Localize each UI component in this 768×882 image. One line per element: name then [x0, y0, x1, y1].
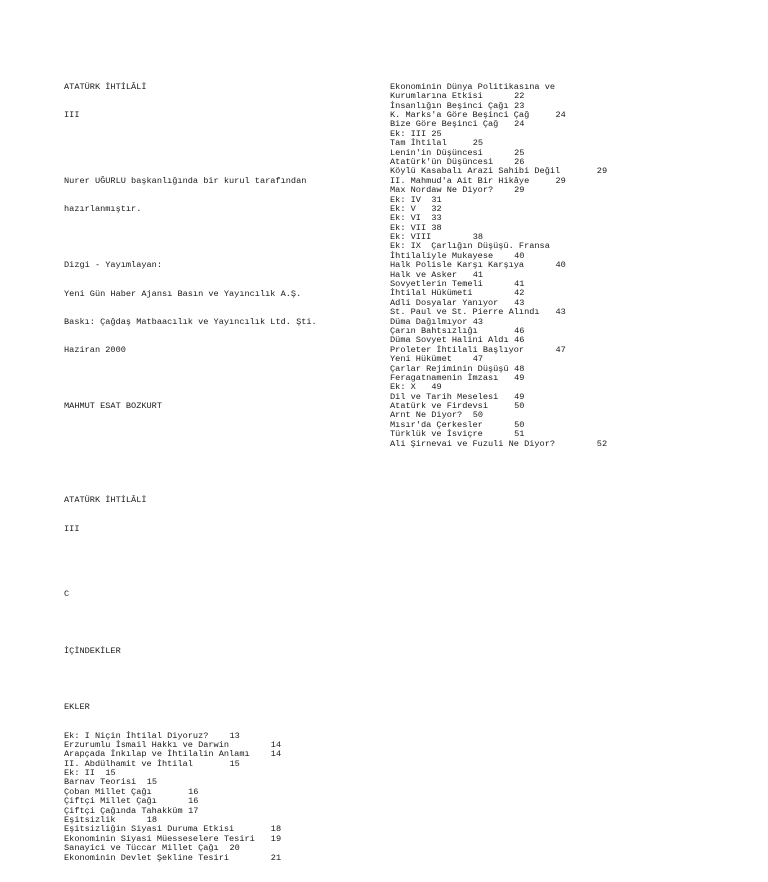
toc-entry-title: Erzurumlu İsmail Hakkı ve Darwin	[64, 739, 230, 750]
right-toc-list	[390, 83, 607, 449]
toc-entry-title: Çiftçi Millet Çağı	[64, 796, 157, 807]
contents-heading: İÇİNDEKİLER	[64, 645, 121, 656]
toc-entry-page: 43	[514, 297, 525, 308]
toc-entry-page: 23	[514, 100, 525, 111]
toc-entry-page: 42	[514, 288, 525, 299]
toc-entry-page: 49	[514, 372, 525, 383]
toc-entry-title: Çarın Bahtsızlığı	[390, 325, 478, 336]
toc-entry-title: Ek: VII	[390, 222, 427, 233]
toc-entry-title: Eşitsizlik	[64, 815, 116, 826]
toc-entry-page: 50	[514, 401, 525, 412]
toc-entry-title: Ek: III	[390, 128, 427, 139]
toc-entry-title: Ek: X	[390, 382, 416, 393]
toc-entry	[64, 816, 317, 825]
toc-entry-page: 14	[270, 739, 282, 750]
publisher-line-3: Baskı: Çağdaş Matbaacılık ve Yayıncılık Ltd. Şti.	[64, 316, 317, 327]
toc-entry-page: 13	[229, 730, 240, 741]
toc-entry-title: Kurumlarına Etkisi	[390, 91, 483, 102]
toc-entry-page: 47	[555, 344, 566, 355]
toc-entry-title: Bize Göre Beşinci Çağ	[390, 119, 499, 130]
toc-entry	[64, 788, 317, 797]
toc-entry-page: 29	[596, 166, 608, 177]
toc-entry-page: 15	[146, 777, 158, 788]
toc-entry-title: İnsanlığın Beşinci Çağı	[390, 100, 509, 111]
toc-entry-page: 14	[270, 749, 282, 760]
toc-entry-title: Mısır'da Çerkesler	[390, 419, 483, 430]
toc-entry-title: İhtilaliyle Mukayese	[390, 250, 494, 261]
publisher-line-2: Yeni Gün Haber Ajansı Basın ve Yayıncılık A.Ş.	[64, 288, 302, 299]
toc-entry-title: Düma Sovyet Halini Aldı	[390, 335, 509, 346]
toc-entry-title: Sanayici ve Tüccar Millet Çağı	[64, 843, 219, 854]
toc-entry-page: 29	[555, 175, 566, 186]
toc-entry-title: Arnt Ne Diyor?	[390, 410, 463, 421]
toc-entry-title: Ek: I Niçin İhtilal Diyoruz?	[64, 730, 209, 741]
toc-entry-title: Max Nordaw Ne Diyor?	[390, 185, 494, 196]
toc-entry	[64, 807, 317, 816]
toc-entry-page: 47	[472, 354, 484, 365]
toc-entry-title: Adli Dosyalar Yanıyor	[390, 297, 499, 308]
toc-entry-title: Ek: IV	[390, 194, 421, 205]
toc-entry-title: Ek: VIII	[390, 232, 432, 243]
toc-entry-title: Çiftçi Çağında Tahakküm	[64, 805, 183, 816]
right-column	[390, 64, 607, 468]
toc-entry-page: 18	[270, 824, 282, 835]
toc-entry-title: Köylü Kasabalı Arazi Sahibi Değil	[390, 166, 561, 177]
toc-entry-page: 49	[431, 382, 442, 393]
volume-number-repeat: III	[64, 523, 80, 534]
toc-entry-page: 50	[472, 410, 484, 421]
toc-entry-page: 33	[431, 213, 442, 224]
toc-entry	[64, 778, 317, 787]
toc-entry	[64, 835, 317, 844]
toc-entry-page: 26	[514, 156, 525, 167]
toc-entry-page: 43	[472, 316, 484, 327]
toc-entry-title: Ekonominin Siyasi Müesseselere Tesiri	[64, 833, 255, 844]
toc-entry-title: II. Abdülhamit ve İhtilal	[64, 758, 193, 769]
toc-entry-page: 49	[514, 391, 525, 402]
toc-entry-title: Ek: VI	[390, 213, 421, 224]
toc-entry-page: 41	[514, 279, 525, 290]
left-toc-list	[64, 732, 317, 863]
section-letter: C	[64, 589, 70, 600]
toc-entry-title: Eşitsizliğin Siyasi Duruma Etkisi	[64, 824, 235, 835]
toc-entry-title: Çarlar Rejiminin Düşüşü	[390, 363, 509, 374]
toc-entry-page: 38	[431, 222, 442, 233]
left-column	[64, 64, 317, 882]
toc-entry-page: 48	[514, 363, 525, 374]
toc-entry-page: 21	[270, 852, 282, 863]
toc-entry	[390, 205, 607, 214]
toc-entry	[390, 186, 607, 195]
toc-entry-page: 24	[555, 109, 566, 120]
author-name: MAHMUT ESAT BOZKURT	[64, 401, 162, 412]
toc-entry	[64, 844, 317, 853]
toc-entry	[64, 732, 317, 741]
volume-number: III	[64, 110, 80, 121]
toc-entry-page: 16	[188, 786, 199, 797]
toc-entry-page: 46	[514, 325, 525, 336]
toc-entry-title: Atatürk'ün Düşüncesi	[390, 156, 494, 167]
toc-entry-title: İhtilal Hükümeti	[390, 288, 473, 299]
toc-entry	[390, 196, 607, 205]
toc-entry-title: Dil ve Tarih Meselesi	[390, 391, 499, 402]
toc-entry-page: 40	[555, 260, 566, 271]
publisher-line-1: Dizgi - Yayımlayan:	[64, 260, 162, 271]
toc-entry-page: 17	[188, 805, 199, 816]
toc-entry-page: 24	[514, 119, 525, 130]
toc-entry-title: Lenin'in Düşüncesi	[390, 147, 483, 158]
toc-entry-title: Proleter İhtilali Başlıyor	[390, 344, 525, 355]
toc-entry-page: 20	[229, 843, 240, 854]
toc-entry-page: 25	[472, 138, 484, 149]
toc-entry	[64, 750, 317, 759]
toc-entry-page: 51	[514, 429, 525, 440]
toc-entry-page: 43	[555, 307, 566, 318]
toc-entry-title: Barnav Teorisi	[64, 777, 137, 788]
toc-entry-page: 15	[229, 758, 240, 769]
toc-entry-title: Ek: V	[390, 203, 416, 214]
toc-entry	[64, 741, 317, 750]
toc-entry-title: II. Mahmud'a Ait Bir Hikâye	[390, 175, 530, 186]
toc-entry	[390, 440, 607, 449]
toc-entry-page: 41	[472, 269, 484, 280]
toc-entry-title: Türklük ve İsviçre	[390, 429, 483, 440]
book-title-repeat: ATATÜRK İHTİLÂLİ	[64, 495, 147, 506]
toc-entry	[64, 769, 317, 778]
credit-line-1: Nurer UĞURLU başkanlığında bir kurul tarafından	[64, 175, 307, 186]
toc-entry-title: Düma Dağılmıyor	[390, 316, 468, 327]
toc-entry-page: 38	[472, 232, 484, 243]
toc-entry-page: 25	[431, 128, 442, 139]
publisher-line-4: Haziran 2000	[64, 345, 126, 356]
toc-entry-page: 40	[514, 250, 525, 261]
toc-entry-title: Ekonominin Dünya Politikasına ve	[390, 81, 556, 92]
toc-entry-title: Halk Polisle Karşı Karşıya	[390, 260, 525, 271]
toc-entry-page: 52	[596, 438, 608, 449]
toc-entry-title: K. Marks'a Göre Beşinci Çağ	[390, 109, 530, 120]
toc-entry-title: Tam İhtilal	[390, 138, 447, 149]
toc-entry	[64, 760, 317, 769]
toc-entry-page: 32	[431, 203, 442, 214]
toc-entry-title: Ali Şirnevai ve Fuzuli Ne Diyor?	[390, 438, 556, 449]
toc-entry-page: 16	[188, 796, 199, 807]
toc-entry-page: 50	[514, 419, 525, 430]
toc-entry-page: 29	[514, 185, 525, 196]
toc-entry-page: 18	[146, 815, 158, 826]
toc-entry-title: Halk ve Asker	[390, 269, 458, 280]
toc-entry-page: 46	[514, 335, 525, 346]
toc-entry-title: Ekonominin Devlet Şekline Tesiri	[64, 852, 230, 863]
toc-entry-title: Ek: II	[64, 768, 95, 779]
toc-entry-page: 19	[270, 833, 282, 844]
toc-entry-title: Atatürk ve Firdevsi	[390, 401, 488, 412]
book-title: ATATÜRK İHTİLÂLİ	[64, 81, 147, 92]
toc-entry-page: 25	[514, 147, 525, 158]
toc-entry-page: 31	[431, 194, 442, 205]
toc-entry	[64, 854, 317, 863]
section-heading: EKLER	[64, 702, 90, 713]
toc-entry-title: Feragatnamenin İmzası	[390, 372, 499, 383]
toc-entry	[64, 825, 317, 834]
toc-entry-title: St. Paul ve St. Pierre Alındı	[390, 307, 540, 318]
toc-entry-title: Çoban Millet Çağı	[64, 786, 152, 797]
toc-entry-title: Sovyetlerin Temeli	[390, 279, 483, 290]
toc-entry	[390, 374, 607, 383]
toc-entry-title: Yeni Hükümet	[390, 354, 452, 365]
toc-entry	[64, 797, 317, 806]
toc-entry-page: 22	[514, 91, 525, 102]
toc-entry-title: Ek: IX Çarlığın Düşüşü. Fransa	[390, 241, 550, 252]
toc-entry-title: Arapçada İnkılap ve İhtilalin Anlamı	[64, 749, 250, 760]
toc-entry-page: 15	[105, 768, 116, 779]
credit-line-2: hazırlanmıştır.	[64, 204, 142, 215]
